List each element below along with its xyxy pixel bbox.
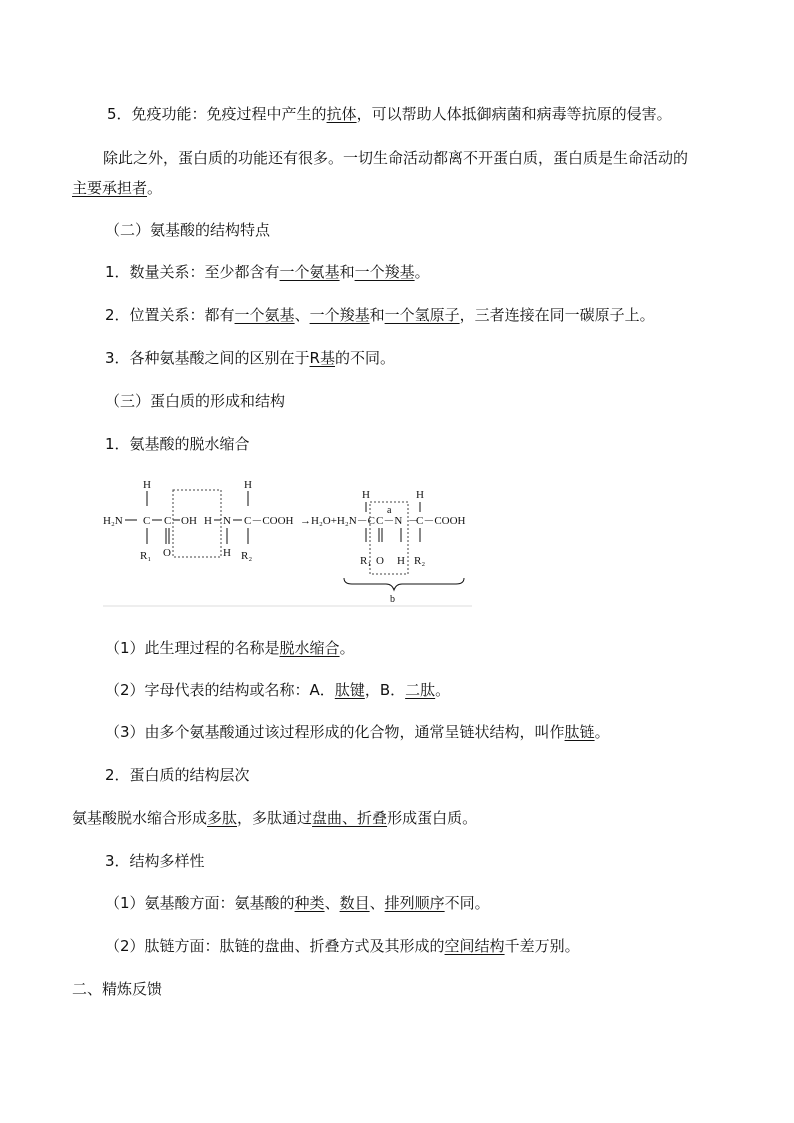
answer-blank: R基 <box>309 349 335 367</box>
paragraph-immune-function: 5．免疫功能：免疫过程中产生的抗体，可以帮助人体抵御病菌和病毒等抗原的侵害。 <box>107 105 672 123</box>
h2n-group: H₂N <box>103 515 123 527</box>
r2-group: R₂ <box>414 555 426 567</box>
h-atom: H <box>244 479 252 491</box>
h-atom: H <box>397 555 405 567</box>
answer-blank: 多肽 <box>207 809 238 827</box>
n-atom: N <box>223 515 231 527</box>
h-atom: H <box>223 547 231 559</box>
carbon-atom: C <box>143 515 151 527</box>
diversity-peptide-chain: （2）肽链方面：肽链的盘曲、折叠方式及其形成的空间结构千差万别。 <box>105 937 580 955</box>
diversity-amino-acid: （1）氨基酸方面：氨基酸的种类、数目、排列顺序不同。 <box>105 894 490 912</box>
answer-blank: 抗体 <box>326 105 357 123</box>
water-and-product: →H₂O+H₂N－C <box>300 515 375 527</box>
heading-amino-acid-structure: （二）氨基酸的结构特点 <box>105 221 271 239</box>
carbon-atom: C <box>164 515 172 527</box>
h-atom: H <box>204 515 212 527</box>
dipeptide-brace <box>344 578 464 590</box>
oh-group: OH <box>181 515 197 527</box>
subheading-structure-levels: 2．蛋白质的结构层次 <box>105 766 250 784</box>
answer-blank: 一个羧基 <box>309 306 370 324</box>
dehydration-condensation-diagram <box>100 474 475 614</box>
answer-blank: 种类 <box>294 894 325 912</box>
answer-blank: 二肽 <box>405 681 436 699</box>
section-heading-feedback: 二、精炼反馈 <box>72 980 163 998</box>
subheading-diversity: 3．结构多样性 <box>105 852 205 870</box>
answer-blank: 数目 <box>339 894 370 912</box>
h-atom: H <box>416 489 424 501</box>
r1-group: R₁ <box>360 555 372 567</box>
question-3: （3）由多个氨基酸通过该过程形成的化合物，通常呈链状结构，叫作肽链。 <box>105 723 610 741</box>
answer-blank: 盘曲、折叠 <box>312 809 388 827</box>
bond-dash: － <box>408 515 419 527</box>
answer-blank: 主要承担者 <box>72 179 148 197</box>
h-atom: H <box>362 489 370 501</box>
answer-blank: 一个氨基 <box>234 306 295 324</box>
r1-group: R₁ <box>140 550 152 562</box>
paragraph-structure-levels: 氨基酸脱水缩合形成多肽，多肽通过盘曲、折叠形成蛋白质。 <box>72 809 478 827</box>
answer-blank: 一个氢原子 <box>384 306 460 324</box>
o-atom: O <box>376 555 384 567</box>
question-1: （1）此生理过程的名称是脱水缩合。 <box>105 639 355 657</box>
answer-blank: 空间结构 <box>444 937 505 955</box>
peptide-bond: C－N <box>376 515 403 527</box>
carboxyl-group: C－COOH <box>244 515 294 527</box>
answer-blank: 肽键 <box>334 681 365 699</box>
question-2: （2）字母代表的结构或名称：A．肽键，B．二肽。 <box>105 681 451 699</box>
item-quantity-relation: 1．数量关系：至少都含有一个氨基和一个羧基。 <box>105 263 430 281</box>
reaction-figure <box>100 474 475 614</box>
o-atom: O <box>163 547 171 559</box>
paragraph-other-functions: 除此之外，蛋白质的功能还有很多。一切生命活动都离不开蛋白质，蛋白质是生命活动的 <box>103 149 689 167</box>
label-a: a <box>387 505 392 516</box>
item-position-relation: 2．位置关系：都有一个氨基、一个羧基和一个氢原子，三者连接在同一碳原子上。 <box>105 306 655 324</box>
r2-group: R₂ <box>241 550 253 562</box>
label-b: b <box>390 594 395 605</box>
answer-blank: 脱水缩合 <box>279 639 340 657</box>
answer-blank: 一个羧基 <box>354 263 415 281</box>
paragraph-other-functions-cont: 主要承担者。 <box>72 179 163 197</box>
carboxyl-group: C－COOH <box>416 515 466 527</box>
h-atom: H <box>143 479 151 491</box>
heading-protein-formation: （三）蛋白质的形成和结构 <box>105 392 286 410</box>
subheading-dehydration-condensation: 1．氨基酸的脱水缩合 <box>105 435 250 453</box>
answer-blank: 肽链 <box>564 723 595 741</box>
answer-blank: 排列顺序 <box>384 894 445 912</box>
item-r-group-difference: 3．各种氨基酸之间的区别在于R基的不同。 <box>105 349 395 367</box>
answer-blank: 一个氨基 <box>279 263 340 281</box>
